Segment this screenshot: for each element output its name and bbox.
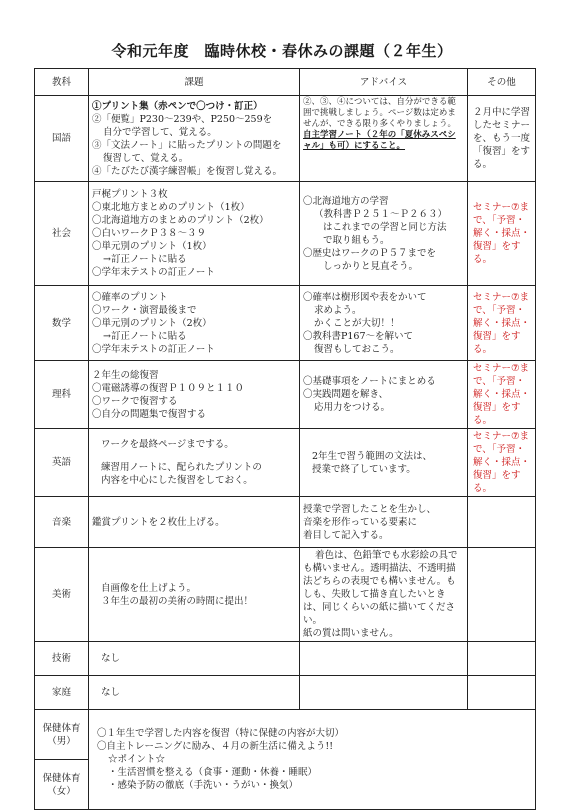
row-music [35, 497, 536, 548]
subject-math: 数学 [35, 286, 89, 361]
advice-line: 復習もしておこう。 [314, 343, 400, 355]
advice-line: ②、③、④については、自分ができる範囲で挑戦しましょう。ページ数は定めませんが、できる限り多くやりましょう。自主学習ノート（２年の「夏休みスペシャル」も可）にすること。 [303, 97, 457, 151]
advice-line: はこれまでの学習と同じ方法 [323, 221, 447, 233]
task-english [89, 429, 300, 497]
task-line: 〇学年末テストの訂正ノート [92, 267, 215, 278]
other-art [468, 548, 536, 642]
advice-line: 音楽を形作っている要素に [303, 516, 418, 528]
advice-home [300, 676, 468, 710]
advice-line: 〇北海道地方の学習 [303, 195, 389, 207]
row-art [35, 548, 536, 642]
other-science: セミナー⑦まで、「予習・解く・採点・復習」をする。 [468, 361, 536, 429]
advice-japanese [300, 96, 468, 182]
assignment-table [34, 68, 536, 810]
subject-science: 理科 [35, 361, 89, 429]
task-line: ①プリント集（赤ペンで〇つけ・訂正） [92, 100, 263, 112]
row-tech [35, 642, 536, 676]
advice-music [300, 497, 468, 548]
health-line: 〇１年生で学習した内容を復習（特に保健の内容が大切） [97, 728, 345, 739]
subject-art: 美術 [35, 548, 89, 642]
header-row [35, 69, 536, 96]
advice-line: かくことが大切！！ [314, 317, 400, 329]
subject-health-female: 保健体育（女） [35, 760, 89, 810]
task-science [89, 361, 300, 429]
subject-health-male: 保健体育（男） [35, 710, 89, 760]
advice-line: 着目して記入する。 [303, 529, 389, 541]
health-line: ☆ポイント☆ [108, 754, 166, 765]
other-tech [468, 642, 536, 676]
task-music: 鑑賞プリントを２枚仕上げる。 [89, 497, 300, 548]
row-home [35, 676, 536, 710]
row-math [35, 286, 536, 361]
task-math [89, 286, 300, 361]
advice-english [300, 429, 468, 497]
subject-japanese: 国語 [35, 96, 89, 182]
row-english [35, 429, 536, 497]
other-math: セミナー⑦まで、「予習・解く・採点・復習」をする。 [468, 286, 536, 361]
row-health-male [35, 710, 536, 760]
advice-line: （教科書Ｐ２５１～Ｐ２６３） [314, 208, 448, 220]
task-line: 〇ワークで復習する [92, 395, 178, 407]
health-line: ・生活習慣を整える（食事・運動・休養・睡眠） [108, 767, 318, 778]
advice-line: 求めよう。 [314, 304, 362, 316]
task-line: 内容を中心にした復習をしておく。 [101, 475, 253, 486]
task-line: ③「文法ノート」に貼ったプリントの問題を [92, 139, 282, 151]
task-line: 〇北海道地方のまとめのプリント（2枚） [92, 215, 269, 226]
advice-line: 〇確率は樹形図や表をかいて [303, 291, 427, 303]
task-line: 〇白いワークＰ３８～３９ [92, 228, 207, 239]
task-line: ④「たびたび漢字練習帳」を復習し覚える。 [92, 165, 283, 177]
task-line: 戸梶プリント３枚 [92, 189, 168, 200]
task-line: 自分で学習して、覚える。 [103, 126, 217, 138]
task-line: ３年生の最初の美術の時間に提出！ [101, 595, 254, 607]
advice-line: 授業で学習したことを生かし、 [303, 503, 437, 515]
row-japanese [35, 96, 536, 182]
other-music [468, 497, 536, 548]
other-english: セミナー⑦まで、「予習・解く・採点・復習」をする。 [468, 429, 536, 497]
advice-art [300, 548, 468, 642]
other-home [468, 676, 536, 710]
subject-home: 家庭 [35, 676, 89, 710]
subject-music: 音楽 [35, 497, 89, 548]
advice-math [300, 286, 468, 361]
task-tech: なし [89, 642, 300, 676]
advice-social [300, 182, 468, 286]
health-line: ・感染予防の徹底（手洗い・うがい・換気） [108, 780, 299, 791]
header-other: その他 [468, 69, 536, 96]
task-health [89, 710, 536, 810]
task-line: 〇学年末テストの訂正ノート [92, 343, 215, 355]
advice-line: 〇歴史はワークのＰ５７までを [303, 247, 437, 259]
subject-social: 社会 [35, 182, 89, 286]
header-advice: アドバイス [300, 69, 468, 96]
advice-line: 授業で終了しています。 [312, 463, 416, 475]
subject-tech: 技術 [35, 642, 89, 676]
task-line: ２年生の総復習 [92, 369, 159, 381]
header-subject: 教科 [35, 69, 89, 96]
advice-science [300, 361, 468, 429]
row-science [35, 361, 536, 429]
task-line: 〇単元別のプリント（2枚） [92, 317, 212, 329]
advice-line: 応用力をつける。 [314, 402, 391, 413]
task-line: 〇単元別のプリント（1枚） [92, 241, 212, 252]
task-line: ②「便覧」P230～239や、P250～259を [92, 113, 273, 125]
task-home: なし [89, 676, 300, 710]
page-title: 令和元年度 臨時休校・春休みの課題（２年生） [111, 42, 453, 60]
advice-line: で取り組もう。 [323, 234, 390, 246]
advice-tech [300, 642, 468, 676]
task-art [89, 548, 300, 642]
task-line: 〇電磁誘導の復習Ｐ１０９と１１０ [92, 382, 245, 394]
advice-line: 紙の質は問いません。 [303, 628, 399, 639]
header-task: 課題 [89, 69, 300, 96]
task-line: 〇自分の問題集で復習する [92, 408, 207, 420]
task-line: →訂正ノートに貼る [103, 330, 187, 342]
task-line: 復習して、覚える。 [103, 152, 189, 164]
task-line: ワークを最終ページまでする。 [101, 439, 234, 450]
subject-english: 英語 [35, 429, 89, 497]
advice-line: 〇基礎事項をノートにまとめる [303, 376, 436, 387]
other-japanese: ２月中に学習したセミナーを、もう一度「復習」をする。 [468, 96, 536, 182]
advice-line: 〇実践問題を解き、 [303, 389, 389, 400]
task-line: 〇東北地方まとめのプリント（1枚） [92, 202, 250, 213]
task-line: →訂正ノートに貼る [103, 254, 187, 265]
other-social: セミナー⑦まで、「予習・解く・採点・復習」をする。 [468, 182, 536, 286]
row-social [35, 182, 536, 286]
task-social [89, 182, 300, 286]
task-line: 自画像を仕上げよう。 [101, 582, 197, 594]
advice-line: 着色は、色鉛筆でも水彩絵の具でも構いません。透明描法、不透明描法どちらの表現でも構いません。もしも、失敗して描き直したいときは、同じくらいの紙に描いてください。 [303, 550, 458, 626]
task-line: 〇確率のプリント [92, 291, 168, 303]
task-line: 練習用ノートに、配られたプリントの [101, 462, 262, 473]
task-japanese [89, 96, 300, 182]
advice-line: 〇教科書P167～を解いて [303, 330, 414, 342]
health-line: 〇自主トレーニングに励み、４月の新生活に備えよう!! [97, 741, 334, 752]
advice-line: しっかりと見直そう。 [323, 260, 419, 272]
advice-line: 2年生で習う範囲の文法は、 [312, 450, 433, 462]
task-line: 〇ワーク・演習最後まで [92, 304, 197, 316]
